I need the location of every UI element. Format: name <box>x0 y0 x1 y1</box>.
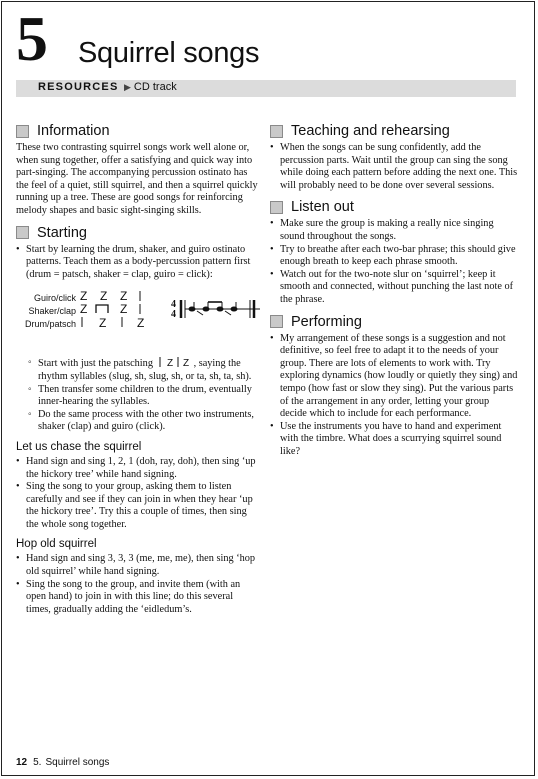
list-item: ◦ Then transfer some children to the drum, eventually inner-hearing the syllables. <box>28 384 260 409</box>
rhythm-notation <box>16 289 260 351</box>
heading-text: Teaching and rehearsing <box>291 123 450 139</box>
svg-text:4: 4 <box>171 309 176 321</box>
svg-text:Z: Z <box>182 358 189 368</box>
sub-bullet-text: Start with just the patsching <box>38 358 153 370</box>
svg-text:Z: Z <box>120 302 128 317</box>
notation-label-drum: Drum/patsch <box>24 319 76 330</box>
notation-label-shaker: Shaker/clap <box>28 306 76 317</box>
resources-bar <box>16 80 516 97</box>
sub-bullet-text: , saying the rhythm syllables (slug, sh, slug, sh, or ta, sh, ta, sh). <box>38 358 252 382</box>
heading-box-icon <box>270 315 283 328</box>
list-item: ◦ Do the same process with the other two instruments, shaker (clap) and guiro (click). <box>28 409 260 434</box>
teaching-list <box>270 142 518 192</box>
left-column <box>16 122 260 622</box>
section-heading-performing <box>270 313 518 331</box>
heading-text: Starting <box>37 224 87 241</box>
page-number: 12 <box>16 757 28 768</box>
resources-label: RESOURCES <box>38 81 119 93</box>
list-item: • Make sure the group is making a really nice singing sound throughout the songs. <box>270 218 518 243</box>
notation-label-guiro: Guiro/click <box>33 293 76 304</box>
list-item: • When the songs can be sung confidently, add the percussion parts. Wait until the group can sing the song while doing each pattern before adding the next one. This will probably need to be done over several sessions. <box>270 142 518 192</box>
list-item: • My arrangement of these songs is a suggestion and not definitive, so feel free to adapt it to the needs of your group. There are lots of elements to work with. Try exploring dynamics (how loudly or quietly they sing) and tempo (how fast or slow they sing). Put the various parts of the arrangement in any order, letting your group decide which to include for each performance. <box>270 333 518 421</box>
chase-list <box>16 456 260 532</box>
information-text: These two contrasting squirrel songs work well alone or, when sung together, offer a satisfying and quick way into part-singing. The accompanying percussion ostinato has the feel of a quiet, still squirrel, and then a squirrel quickly running up a tree. These are good songs for reinforcing melody shapes and basic sight-singing skills. <box>16 142 258 216</box>
svg-text:Z: Z <box>80 289 88 304</box>
play-arrow-icon: ▶ <box>124 82 131 92</box>
listen-list <box>270 218 518 306</box>
heading-text: Listen out <box>291 199 354 216</box>
section-heading-information <box>16 122 260 140</box>
performing-list <box>270 333 518 459</box>
section-heading-listen <box>270 198 518 216</box>
list-item: • Start by learning the drum, shaker, and guiro ostinato patterns. Teach them as a body-percussion pattern first (drum = patsch, shaker = clap, guiro = click): <box>16 244 260 282</box>
percussion-score-svg <box>78 289 168 334</box>
resource-item-label: CD track <box>133 81 177 93</box>
footer-title: Squirrel songs <box>45 757 110 768</box>
list-item: • Use the instruments you have to hand and experiment with the timbre. What does a scurrying squirrel sound like? <box>270 421 518 459</box>
starting-sub-list <box>16 357 260 434</box>
heading-box-icon <box>16 125 29 138</box>
list-item: • Hand sign and sing 3, 3, 3 (me, me, me), then sing ‘hop old squirrel’ while hand signing. <box>16 553 260 578</box>
section-heading-starting <box>16 224 260 242</box>
page-footer <box>16 757 109 768</box>
heading-box-icon <box>16 226 29 239</box>
starting-list <box>16 244 260 282</box>
heading-box-icon <box>270 125 283 138</box>
svg-text:Z: Z <box>120 289 128 304</box>
staff-svg <box>170 297 262 321</box>
svg-text:Z: Z <box>166 358 173 368</box>
resource-item <box>124 81 177 93</box>
svg-text:Z: Z <box>137 316 145 331</box>
list-item: • Hand sign and sing 1, 2, 1 (doh, ray, doh), then sing ‘up the hickory tree’ while hand signing. <box>16 456 260 481</box>
inline-rhythm-icon <box>156 357 194 367</box>
subheading-chase: Let us chase the squirrel <box>16 440 142 453</box>
svg-text:Z: Z <box>100 289 108 304</box>
subheading-hop: Hop old squirrel <box>16 538 97 551</box>
section-heading-teaching <box>270 122 518 140</box>
list-item <box>28 357 260 383</box>
chapter-number: 5 <box>16 3 48 74</box>
list-item: • Watch out for the two-note slur on ‘squirrel’; keep it smooth and connected, without punching the last note of the phrase. <box>270 269 518 307</box>
list-item: • Sing the song to your group, asking them to listen carefully and see if they can join in when they hear ‘up the hickory tree’. Try this a couple of times, then sing the whole song together. <box>16 481 260 531</box>
hop-list <box>16 553 260 616</box>
svg-text:4: 4 <box>171 299 176 311</box>
footer-chapter: 5. <box>33 757 42 768</box>
svg-text:Z: Z <box>80 302 88 317</box>
list-item: • Try to breathe after each two-bar phrase; this should give enough breath to keep each phrase smooth. <box>270 244 518 269</box>
chapter-title: Squirrel songs <box>78 37 260 69</box>
list-item: • Sing the song to the group, and invite them (with an open hand) to join in with this line; do this several times, gradually adding the ‘eidledum’s. <box>16 579 260 617</box>
heading-text: Performing <box>291 313 362 330</box>
right-column <box>270 122 518 464</box>
svg-text:Z: Z <box>99 316 107 331</box>
heading-text: Information <box>37 123 110 139</box>
heading-box-icon <box>270 201 283 214</box>
